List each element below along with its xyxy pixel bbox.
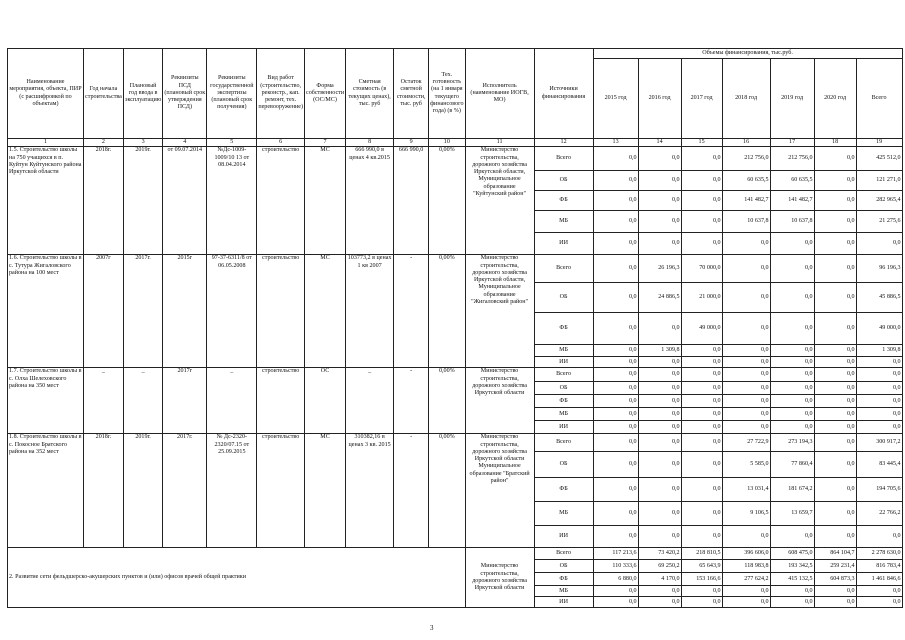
object-psd: 2017г. [163, 434, 207, 548]
value-cell: 0,0 [770, 357, 814, 368]
object-year-plan: 2019г. [123, 434, 162, 548]
value-cell: 181 674,2 [770, 478, 814, 502]
source-cell: ФБ [534, 573, 593, 586]
table-row [8, 548, 903, 560]
value-cell: 0,0 [770, 368, 814, 382]
value-cell: 0,0 [638, 171, 681, 191]
value-cell: 22 766,2 [856, 502, 902, 526]
object-cost: _ [346, 368, 394, 434]
value-cell: 0,0 [814, 526, 856, 548]
value-cell: 0,0 [770, 382, 814, 395]
value-cell: 0,0 [814, 395, 856, 408]
value-cell: 273 194,3 [770, 434, 814, 452]
value-cell: 0,0 [593, 313, 638, 345]
value-cell: 0,0 [856, 233, 902, 255]
source-cell: ФБ [534, 191, 593, 211]
column-number: 4 [163, 139, 207, 147]
column-number: 13 [593, 139, 638, 147]
header-year: 2017 год [681, 59, 722, 139]
column-number: 1 [8, 139, 84, 147]
value-cell: 0,0 [722, 395, 770, 408]
object-year-start: 2018г. [84, 434, 124, 548]
value-cell: 0,0 [770, 283, 814, 313]
table-row [8, 255, 903, 283]
value-cell: 65 643,9 [681, 560, 722, 573]
source-cell: ОБ [534, 171, 593, 191]
value-cell: 0,0 [722, 345, 770, 357]
value-cell: 0,0 [681, 586, 722, 597]
column-number: 6 [257, 139, 305, 147]
value-cell: 0,0 [814, 171, 856, 191]
object-expertise: № Дс-2320-2320/07.15 от 25.09.2015 [207, 434, 257, 548]
value-cell: 0,0 [593, 586, 638, 597]
value-cell: 1 309,8 [638, 345, 681, 357]
header-year-plan: Плановый год ввода в эксплуатацию [123, 49, 162, 139]
value-cell: 608 475,0 [770, 548, 814, 560]
object-readiness: 0,00% [429, 368, 465, 434]
object-year-plan: _ [123, 368, 162, 434]
value-cell: 0,0 [814, 597, 856, 608]
value-cell: 118 983,8 [722, 560, 770, 573]
value-cell: 0,0 [722, 382, 770, 395]
value-cell: 0,0 [593, 211, 638, 233]
value-cell: 0,0 [593, 357, 638, 368]
header-ownership: Форма собственности (ОС/МС) [304, 49, 345, 139]
source-cell: ИИ [534, 233, 593, 255]
value-cell: 0,0 [770, 233, 814, 255]
value-cell: 21 275,6 [856, 211, 902, 233]
object-remaining: - [394, 255, 429, 368]
source-cell: МБ [534, 345, 593, 357]
source-cell: Всего [534, 548, 593, 560]
value-cell: 0,0 [681, 408, 722, 421]
value-cell: 0,0 [681, 368, 722, 382]
source-cell: Всего [534, 255, 593, 283]
value-cell: 121 271,0 [856, 171, 902, 191]
source-cell: ОБ [534, 452, 593, 478]
value-cell: 193 342,5 [770, 560, 814, 573]
value-cell: 212 756,0 [770, 147, 814, 171]
column-number: 15 [681, 139, 722, 147]
value-cell: 0,0 [722, 526, 770, 548]
value-cell: 396 606,0 [722, 548, 770, 560]
object-psd: 2015г [163, 255, 207, 368]
value-cell: 0,0 [681, 526, 722, 548]
source-cell: МБ [534, 586, 593, 597]
value-cell: 0,0 [593, 283, 638, 313]
header-year: 2019 год [770, 59, 814, 139]
header-year: 2018 год [722, 59, 770, 139]
header-readiness: Тех. готовность (на 1 января текущего финансового года) (в %) [429, 49, 465, 139]
value-cell: 0,0 [814, 478, 856, 502]
value-cell: 0,0 [638, 313, 681, 345]
object-cost: 310382,16 в ценах 3 кв. 2015 [346, 434, 394, 548]
column-number: 18 [814, 139, 856, 147]
value-cell: 83 445,4 [856, 452, 902, 478]
value-cell: 0,0 [770, 421, 814, 434]
value-cell: 0,0 [814, 191, 856, 211]
object-cost: 103773,2 в ценах 1 кв 2007 [346, 255, 394, 368]
value-cell: 110 333,6 [593, 560, 638, 573]
object-expertise: №Дс-1009-1009/10 13 от 08.04.2014 [207, 147, 257, 255]
value-cell: 0,0 [770, 526, 814, 548]
value-cell: 0,0 [638, 452, 681, 478]
source-cell: ИИ [534, 526, 593, 548]
value-cell: 13 659,7 [770, 502, 814, 526]
object-year-plan: 2017г. [123, 255, 162, 368]
value-cell: 0,0 [593, 421, 638, 434]
value-cell: 141 482,7 [722, 191, 770, 211]
value-cell: 0,0 [814, 434, 856, 452]
value-cell: 0,0 [814, 345, 856, 357]
object-readiness: 0,00% [429, 255, 465, 368]
value-cell: 0,0 [770, 586, 814, 597]
value-cell: 6 880,0 [593, 573, 638, 586]
value-cell: 0,0 [593, 502, 638, 526]
value-cell: 0,0 [856, 408, 902, 421]
section-executor: Министерство строительства, дорожного хозяйства Иркутской области [465, 548, 534, 608]
value-cell: 0,0 [814, 502, 856, 526]
value-cell: 10 637,8 [722, 211, 770, 233]
value-cell: 0,0 [856, 526, 902, 548]
value-cell: 0,0 [856, 395, 902, 408]
value-cell: 0,0 [593, 597, 638, 608]
value-cell: 0,0 [593, 382, 638, 395]
value-cell: 218 810,5 [681, 548, 722, 560]
source-cell: Всего [534, 368, 593, 382]
source-cell: ИИ [534, 357, 593, 368]
value-cell: 27 722,9 [722, 434, 770, 452]
value-cell: 0,0 [638, 421, 681, 434]
object-year-start: 2007г [84, 255, 124, 368]
object-ownership: МС [304, 255, 345, 368]
header-year: 2015 год [593, 59, 638, 139]
section-title: 2. Развитие сети фельдшерско-акушерских пунктов и (или) офисов врачей общей практики [8, 548, 466, 608]
column-number: 7 [304, 139, 345, 147]
value-cell: 0,0 [638, 191, 681, 211]
value-cell: 0,0 [814, 421, 856, 434]
object-remaining: - [394, 434, 429, 548]
value-cell: 259 231,4 [814, 560, 856, 573]
value-cell: 0,0 [638, 586, 681, 597]
value-cell: 49 000,0 [681, 313, 722, 345]
value-cell: 0,0 [593, 345, 638, 357]
source-cell: ОБ [534, 283, 593, 313]
column-number: 8 [346, 139, 394, 147]
value-cell: 0,0 [638, 233, 681, 255]
object-year-plan: 2019г. [123, 147, 162, 255]
value-cell: 0,0 [770, 408, 814, 421]
financing-table [7, 48, 903, 608]
value-cell: 0,0 [814, 586, 856, 597]
object-remaining: 666 990,0 [394, 147, 429, 255]
object-expertise: 97-37-6311/8 от 06.05.2008 [207, 255, 257, 368]
header-work-type: Вид работ (строительство, реконстр., кап. ремонт, тех. перевооружение) [257, 49, 305, 139]
value-cell: 0,0 [722, 313, 770, 345]
column-number: 12 [534, 139, 593, 147]
value-cell: 13 031,4 [722, 478, 770, 502]
source-cell: ИИ [534, 597, 593, 608]
value-cell: 0,0 [593, 434, 638, 452]
header-psd: Реквизиты ПСД (плановый срок утверждения ПСД) [163, 49, 207, 139]
column-number: 9 [394, 139, 429, 147]
value-cell: 0,0 [770, 395, 814, 408]
header-expertise: Реквизиты государственной экспертизы (плановый срок получения) [207, 49, 257, 139]
value-cell: 0,0 [856, 586, 902, 597]
source-cell: ФБ [534, 395, 593, 408]
column-number: 2 [84, 139, 124, 147]
value-cell: 24 886,5 [638, 283, 681, 313]
value-cell: 0,0 [722, 421, 770, 434]
value-cell: 0,0 [814, 255, 856, 283]
value-cell: 415 132,5 [770, 573, 814, 586]
value-cell: 73 420,2 [638, 548, 681, 560]
value-cell: 194 705,6 [856, 478, 902, 502]
value-cell: 0,0 [638, 408, 681, 421]
value-cell: 141 482,7 [770, 191, 814, 211]
object-name: 1.7. Строительство школы в с. Олха Шелеховского района на 350 мест [8, 368, 84, 434]
value-cell: 0,0 [814, 408, 856, 421]
object-executor: Министерство строительства, дорожного хозяйства Иркутской области, Муниципальное образование "Куйтунский район" [465, 147, 534, 255]
value-cell: 0,0 [770, 345, 814, 357]
value-cell: 0,0 [722, 283, 770, 313]
value-cell: 0,0 [814, 283, 856, 313]
object-psd: от 09.07.2014 [163, 147, 207, 255]
header-year-start: Год начала строительства [84, 49, 124, 139]
column-number: 11 [465, 139, 534, 147]
value-cell: 77 860,4 [770, 452, 814, 478]
value-cell: 153 166,6 [681, 573, 722, 586]
value-cell: 212 756,0 [722, 147, 770, 171]
value-cell: 0,0 [638, 211, 681, 233]
column-number: 3 [123, 139, 162, 147]
value-cell: 0,0 [681, 233, 722, 255]
object-name: 1.8. Строительство школы в с. Покосное Братского района на 352 мест [8, 434, 84, 548]
object-ownership: МС [304, 434, 345, 548]
source-cell: ИИ [534, 421, 593, 434]
value-cell: 0,0 [814, 382, 856, 395]
value-cell: 0,0 [638, 597, 681, 608]
source-cell: МБ [534, 408, 593, 421]
value-cell: 0,0 [722, 255, 770, 283]
value-cell: 0,0 [638, 395, 681, 408]
value-cell: 0,0 [814, 368, 856, 382]
value-cell: 0,0 [638, 382, 681, 395]
source-cell: ФБ [534, 478, 593, 502]
value-cell: 0,0 [856, 421, 902, 434]
value-cell: 0,0 [722, 586, 770, 597]
value-cell: 0,0 [593, 233, 638, 255]
value-cell: 21 000,0 [681, 283, 722, 313]
value-cell: 0,0 [856, 597, 902, 608]
value-cell: 0,0 [770, 313, 814, 345]
value-cell: 4 170,0 [638, 573, 681, 586]
source-cell: Всего [534, 147, 593, 171]
value-cell: 0,0 [681, 211, 722, 233]
value-cell: 0,0 [856, 368, 902, 382]
value-cell: 0,0 [638, 147, 681, 171]
column-number: 16 [722, 139, 770, 147]
value-cell: 2 278 630,0 [856, 548, 902, 560]
object-ownership: МС [304, 147, 345, 255]
table-row [8, 368, 903, 382]
source-cell: ОБ [534, 382, 593, 395]
value-cell: 0,0 [593, 147, 638, 171]
value-cell: 96 196,3 [856, 255, 902, 283]
column-number: 19 [856, 139, 902, 147]
value-cell: 1 309,8 [856, 345, 902, 357]
object-expertise: _ [207, 368, 257, 434]
value-cell: 0,0 [814, 211, 856, 233]
header-cost: Сметная стоимость (в текущих ценах), тыс. руб [346, 49, 394, 139]
object-work-type: строительство [257, 255, 305, 368]
value-cell: 0,0 [722, 233, 770, 255]
value-cell: 0,0 [681, 171, 722, 191]
source-cell: МБ [534, 502, 593, 526]
value-cell: 0,0 [593, 255, 638, 283]
source-cell: Всего [534, 434, 593, 452]
value-cell: 864 104,7 [814, 548, 856, 560]
header-remaining: Остаток сметной стоимости, тыс. руб [394, 49, 429, 139]
value-cell: 1 461 846,6 [856, 573, 902, 586]
value-cell: 0,0 [814, 357, 856, 368]
value-cell: 60 635,5 [770, 171, 814, 191]
value-cell: 0,0 [814, 313, 856, 345]
value-cell: 69 250,2 [638, 560, 681, 573]
value-cell: 0,0 [814, 147, 856, 171]
value-cell: 0,0 [638, 478, 681, 502]
object-ownership: ОС [304, 368, 345, 434]
column-number: 10 [429, 139, 465, 147]
value-cell: 26 196,3 [638, 255, 681, 283]
value-cell: 5 585,0 [722, 452, 770, 478]
header-name: Наименование мероприятия, объекта, ПИР (с расшифровкой по объектам) [8, 49, 84, 139]
column-number: 14 [638, 139, 681, 147]
value-cell: 277 624,2 [722, 573, 770, 586]
value-cell: 9 106,5 [722, 502, 770, 526]
value-cell: 0,0 [814, 233, 856, 255]
value-cell: 0,0 [638, 434, 681, 452]
object-name: 1.6. Строительство школы в с. Тутура Жигаловского района на 100 мест [8, 255, 84, 368]
value-cell: 70 000,0 [681, 255, 722, 283]
source-cell: ОБ [534, 560, 593, 573]
object-year-start: _ [84, 368, 124, 434]
value-cell: 60 635,5 [722, 171, 770, 191]
value-cell: 0,0 [638, 357, 681, 368]
value-cell: 0,0 [770, 597, 814, 608]
value-cell: 0,0 [681, 597, 722, 608]
object-name: 1.5. Строительство школы на 750 учащихся в п. Куйтун Куйтунского района Иркутской области [8, 147, 84, 255]
value-cell: 117 213,6 [593, 548, 638, 560]
value-cell: 0,0 [814, 452, 856, 478]
value-cell: 0,0 [593, 478, 638, 502]
header-year: 2016 год [638, 59, 681, 139]
value-cell: 425 512,0 [856, 147, 902, 171]
header-executor: Исполнитель (наименование ИОГВ, МО) [465, 49, 534, 139]
value-cell: 0,0 [681, 191, 722, 211]
header-sources: Источники финансирования [534, 49, 593, 139]
value-cell: 0,0 [722, 408, 770, 421]
column-number: 17 [770, 139, 814, 147]
object-work-type: строительство [257, 434, 305, 548]
source-cell: ФБ [534, 313, 593, 345]
value-cell: 0,0 [856, 357, 902, 368]
header-volumes: Объемы финансирования, тыс.руб. [593, 49, 902, 59]
value-cell: 816 783,4 [856, 560, 902, 573]
value-cell: 49 000,0 [856, 313, 902, 345]
object-readiness: 0,00% [429, 434, 465, 548]
object-executor: Министерство строительства, дорожного хозяйства Иркутской области, Муниципальное образование "Жигаловский район" [465, 255, 534, 368]
value-cell: 0,0 [681, 502, 722, 526]
source-cell: МБ [534, 211, 593, 233]
value-cell: 0,0 [593, 191, 638, 211]
value-cell: 0,0 [722, 597, 770, 608]
object-executor: Министерство строительства, дорожного хозяйства Иркутской области [465, 368, 534, 434]
value-cell: 0,0 [681, 478, 722, 502]
value-cell: 0,0 [638, 502, 681, 526]
value-cell: 0,0 [681, 382, 722, 395]
value-cell: 0,0 [681, 357, 722, 368]
object-cost: 666 990,0 в ценах 4 кв.2015 [346, 147, 394, 255]
value-cell: 0,0 [593, 368, 638, 382]
table-row [8, 147, 903, 171]
value-cell: 0,0 [638, 368, 681, 382]
value-cell: 0,0 [638, 526, 681, 548]
object-work-type: строительство [257, 147, 305, 255]
value-cell: 0,0 [593, 171, 638, 191]
value-cell: 10 637,8 [770, 211, 814, 233]
value-cell: 0,0 [681, 421, 722, 434]
table-row [8, 434, 903, 452]
value-cell: 0,0 [593, 526, 638, 548]
header-year: 2020 год [814, 59, 856, 139]
header-year: Всего [856, 59, 902, 139]
object-work-type: строительство [257, 368, 305, 434]
object-remaining: - [394, 368, 429, 434]
value-cell: 0,0 [681, 147, 722, 171]
value-cell: 45 886,5 [856, 283, 902, 313]
value-cell: 604 873,3 [814, 573, 856, 586]
value-cell: 0,0 [681, 345, 722, 357]
value-cell: 0,0 [681, 452, 722, 478]
value-cell: 0,0 [722, 368, 770, 382]
page-number: 3 [430, 624, 434, 632]
column-number: 5 [207, 139, 257, 147]
value-cell: 0,0 [681, 395, 722, 408]
value-cell: 300 917,2 [856, 434, 902, 452]
value-cell: 0,0 [593, 408, 638, 421]
value-cell: 0,0 [593, 452, 638, 478]
value-cell: 0,0 [722, 357, 770, 368]
value-cell: 0,0 [681, 434, 722, 452]
value-cell: 282 965,4 [856, 191, 902, 211]
object-psd: 2017г [163, 368, 207, 434]
object-readiness: 0,00% [429, 147, 465, 255]
value-cell: 0,0 [856, 382, 902, 395]
value-cell: 0,0 [770, 255, 814, 283]
value-cell: 0,0 [593, 395, 638, 408]
object-year-start: 2018г. [84, 147, 124, 255]
object-executor: Министерство строительства, дорожного хозяйства Иркутской области Муниципальное образование "Братский район" [465, 434, 534, 548]
